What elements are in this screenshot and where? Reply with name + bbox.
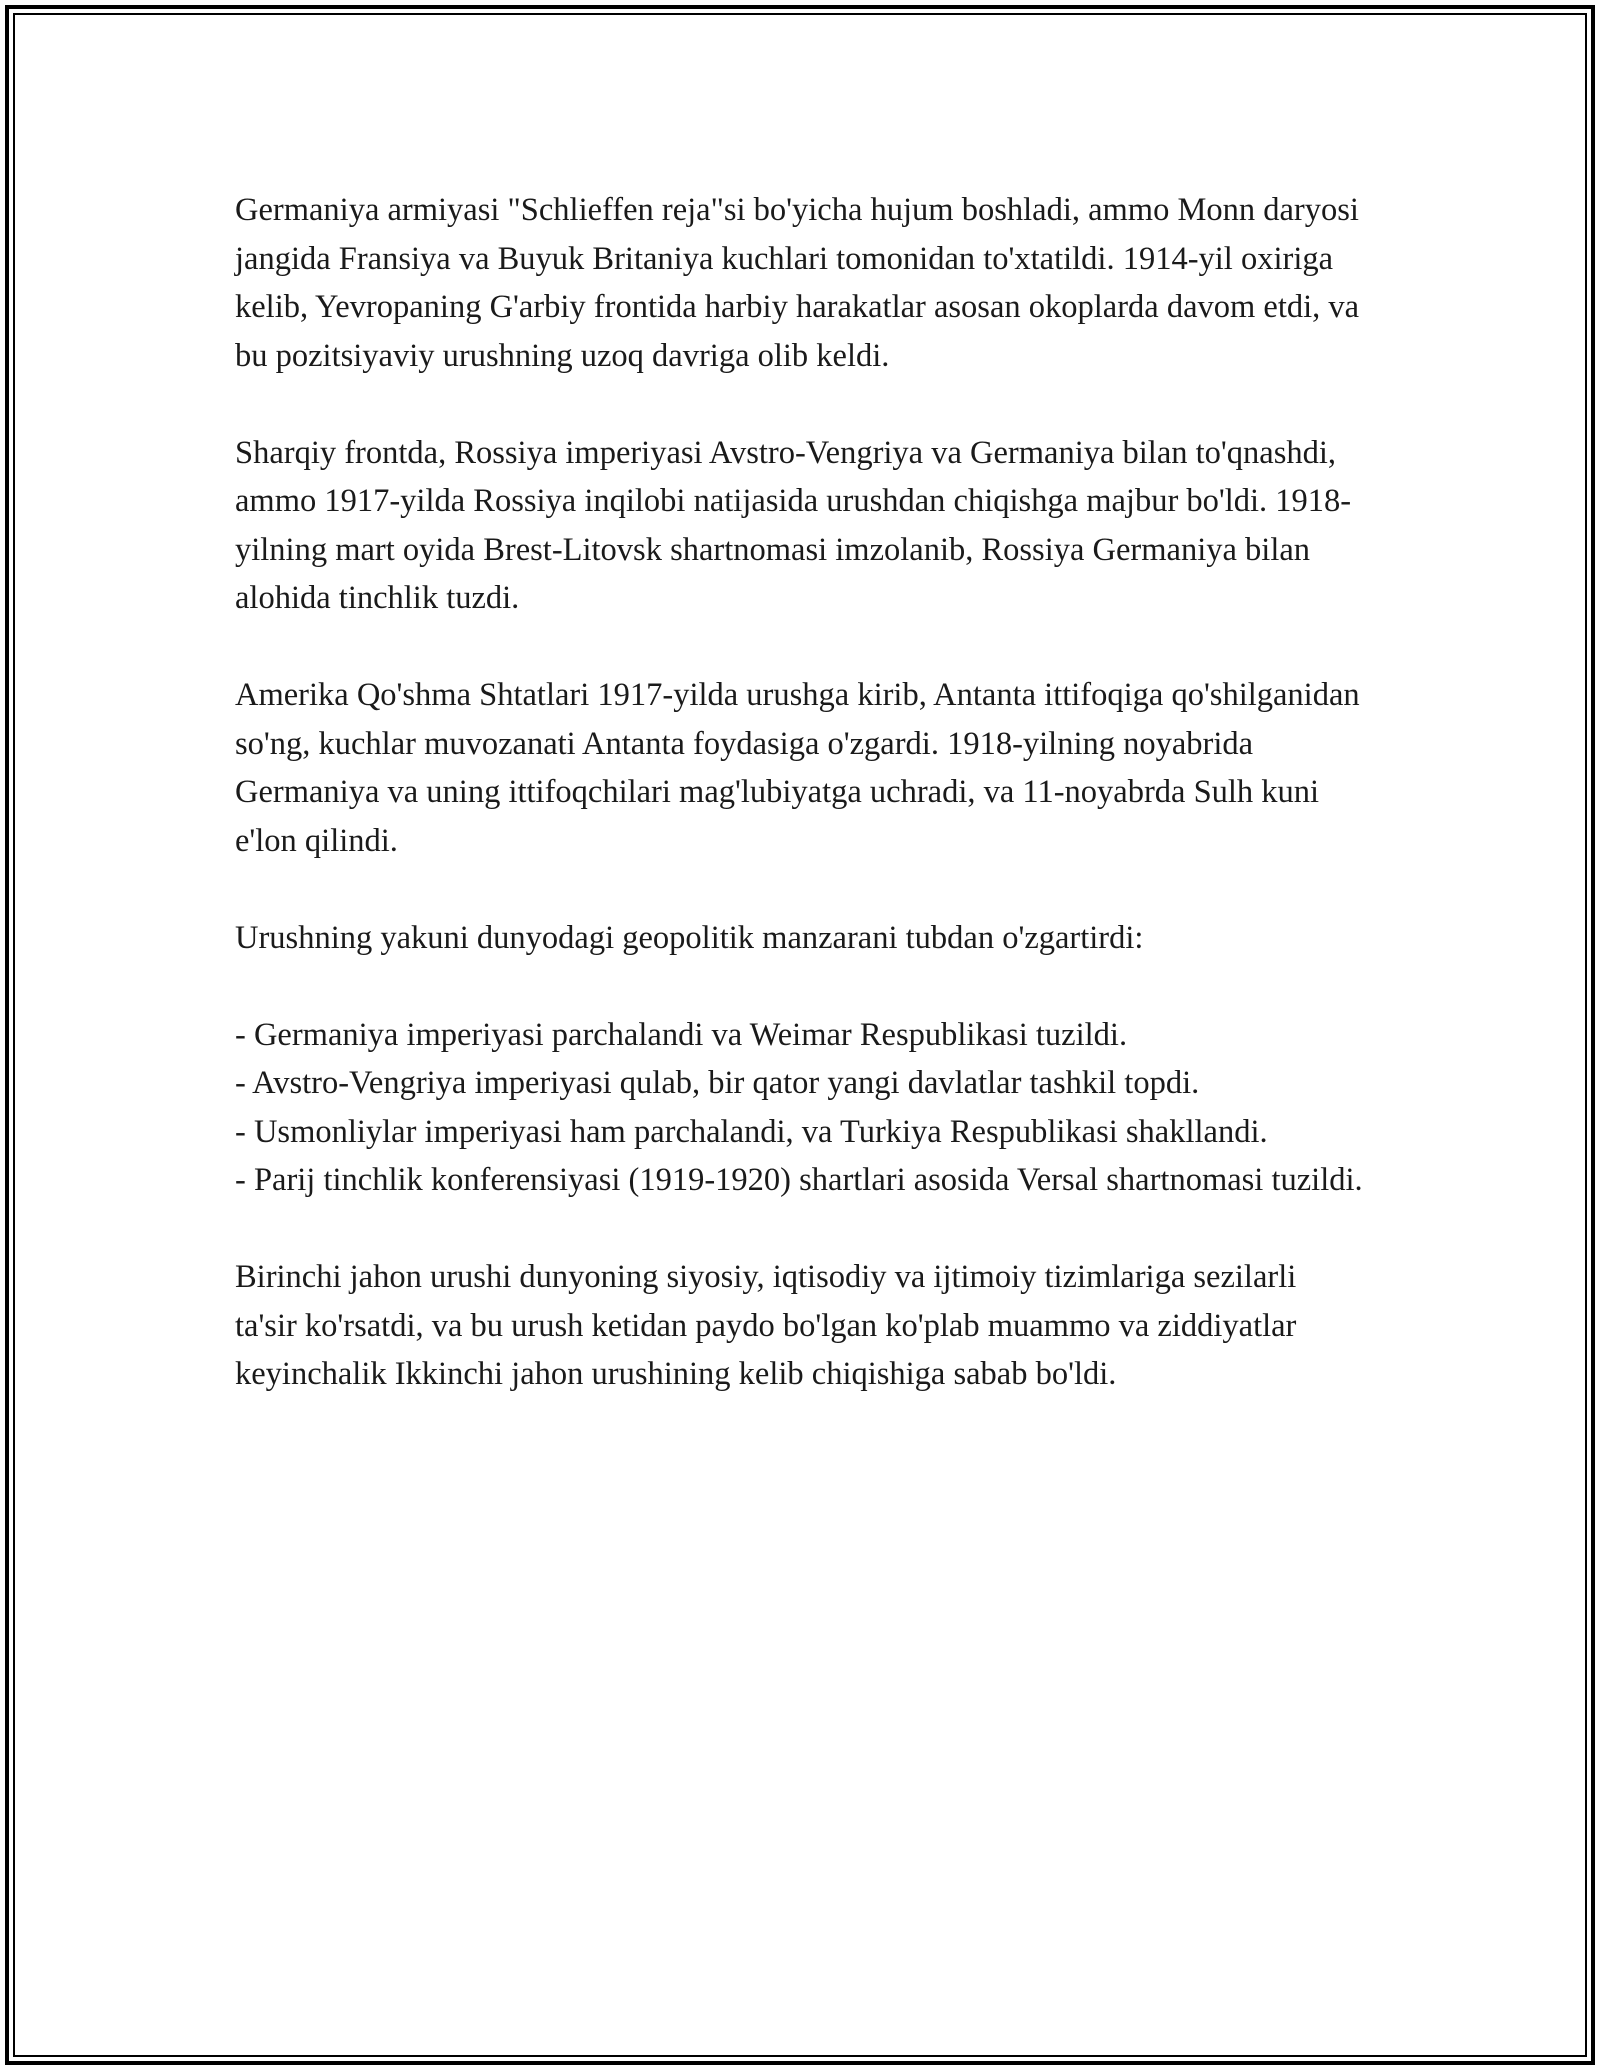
list-item: - Parij tinchlik konferensiyasi (1919-1920) shartlari asosida Versal shartnomasi tuzildi. xyxy=(235,1162,1363,1198)
paragraph-outcome-intro: Urushning yakuni dunyodagi geopolitik manzarani tubdan o'zgartirdi: xyxy=(235,919,1144,956)
paragraph-eastern-front: Sharqiy frontda, Rossiya imperiyasi Avstro-Vengriya va Germaniya bilan to'qnashdi, ammo 1917-yilda Rossiya inqilobi natijasida urushdan chiqishga majbur bo'ldi. 1918-yilning mart oyida Brest-Litovsk shartnomasi imzolanib, Rossiya Germaniya bilan alohida tinchlik tuzdi. xyxy=(235,434,1352,616)
outcome-list xyxy=(235,1011,1365,1205)
list-item: - Germaniya imperiyasi parchalandi va Weimar Respublikasi tuzildi. xyxy=(235,1016,1128,1053)
document-body xyxy=(235,186,1365,1447)
paragraph-usa-entry: Amerika Qo'shma Shtatlari 1917-yilda urushga kirib, Antanta ittifoqiga qo'shilganidan so'ng, kuchlar muvozanati Antanta foydasiga o'zgardi. 1918-yilning noyabrida Germaniya va uning ittifoqchilari mag'lubiyatga uchradi, va 11-noyabrda Sulh kuni e'lon qilindi. xyxy=(235,677,1360,859)
list-item: - Avstro-Vengriya imperiyasi qulab, bir qator yangi davlatlar tashkil topdi. xyxy=(235,1065,1200,1101)
paragraph-western-front: Germaniya armiyasi "Schlieffen reja"si bo'yicha hujum boshladi, ammo Monn daryosi jangida Fransiya va Buyuk Britaniya kuchlari tomonidan to'xtatildi. 1914-yil oxiriga kelib, Yevropaning G'arbiy frontida harbiy harakatlar asosan okoplarda davom etdi, va bu pozitsiyaviy urushning uzoq davriga olib keldi. xyxy=(235,192,1360,374)
list-item: - Usmonliylar imperiyasi ham parchalandi, va Turkiya Respublikasi shakllandi. xyxy=(235,1113,1268,1150)
paragraph-conclusion: Birinchi jahon urushi dunyoning siyosiy, iqtisodiy va ijtimoiy tizimlariga sezilarli ta'sir ko'rsatdi, va bu urush ketidan paydo bo'lgan ko'plab muammo va ziddiyatlar keyinchalik Ikkinchi jahon urushining kelib chiqishiga sabab bo'ldi. xyxy=(235,1259,1297,1392)
